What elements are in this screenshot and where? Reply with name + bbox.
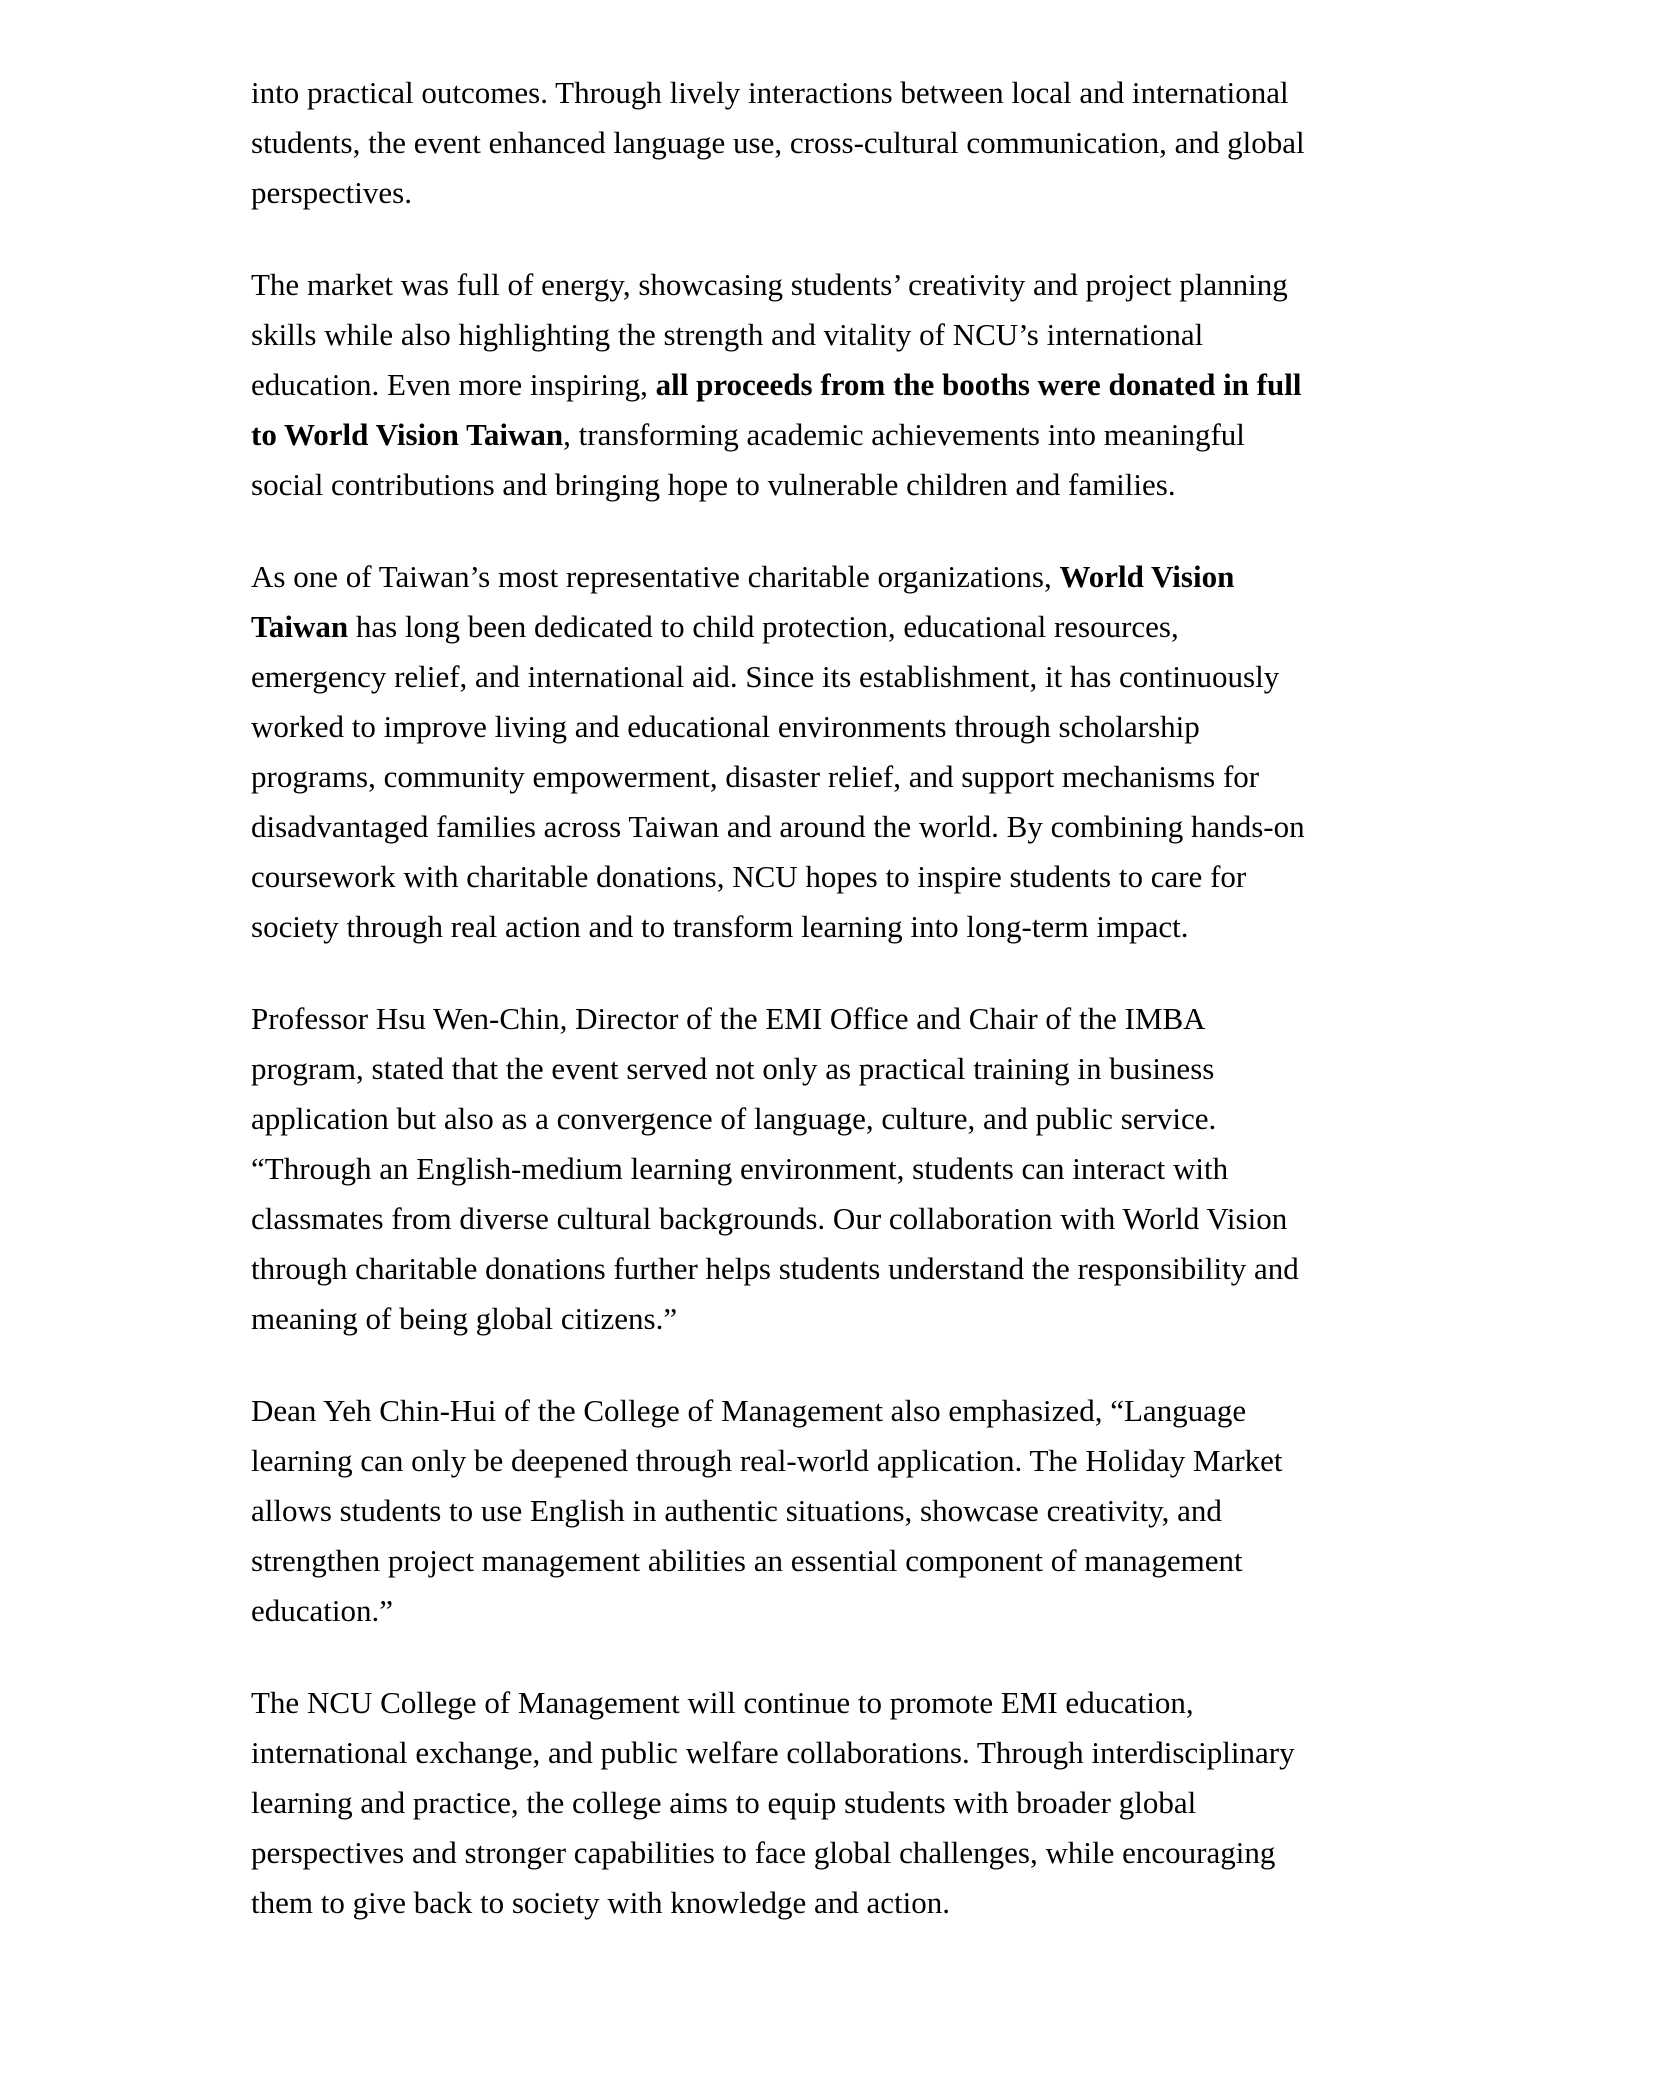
- text-line: [251, 702, 1411, 752]
- text-line: [251, 802, 1411, 852]
- text-run: perspectives and stronger capabilities to face global challenges, while encouraging: [251, 1835, 1276, 1870]
- text-run: disadvantaged families across Taiwan and around the world. By combining hands-on: [251, 809, 1305, 844]
- text-run: international exchange, and public welfare collaborations. Through interdisciplinary: [251, 1735, 1295, 1770]
- paragraph-5: [251, 1386, 1411, 1636]
- text-run: application but also as a convergence of language, culture, and public service.: [251, 1101, 1217, 1136]
- text-run: , transforming academic achievements into meaningful: [563, 417, 1245, 452]
- paragraph-2: [251, 260, 1411, 510]
- text-run: “Through an English-medium learning environment, students can interact with: [251, 1151, 1229, 1186]
- text-line: [251, 118, 1411, 168]
- text-line: [251, 68, 1411, 118]
- paragraph-6: [251, 1678, 1411, 1928]
- text-run: programs, community empowerment, disaster relief, and support mechanisms for: [251, 759, 1260, 794]
- text-run: The market was full of energy, showcasing students’ creativity and project planning: [251, 267, 1288, 302]
- text-line: [251, 260, 1411, 310]
- text-run: society through real action and to transform learning into long-term impact.: [251, 909, 1189, 944]
- text-line: [251, 1586, 1411, 1636]
- text-run: classmates from diverse cultural backgrounds. Our collaboration with World Vision: [251, 1201, 1288, 1236]
- text-run: perspectives.: [251, 175, 412, 210]
- text-run: worked to improve living and educational environments through scholarship: [251, 709, 1200, 744]
- text-line: [251, 1678, 1411, 1728]
- text-run-bold: World Vision: [1059, 559, 1235, 594]
- text-run: skills while also highlighting the strength and vitality of NCU’s international: [251, 317, 1204, 352]
- text-run: allows students to use English in authentic situations, showcase creativity, and: [251, 1493, 1222, 1528]
- text-run: program, stated that the event served not only as practical training in business: [251, 1051, 1215, 1086]
- text-line: [251, 1486, 1411, 1536]
- paragraph-1: [251, 68, 1411, 218]
- text-run: emergency relief, and international aid. Since its establishment, it has continuously: [251, 659, 1280, 694]
- text-line: [251, 652, 1411, 702]
- article-body: [251, 68, 1411, 1928]
- text-line: [251, 460, 1411, 510]
- text-run: Dean Yeh Chin-Hui of the College of Management also emphasized, “Language: [251, 1393, 1247, 1428]
- text-line: [251, 852, 1411, 902]
- text-line: [251, 1728, 1411, 1778]
- text-run-bold: to World Vision Taiwan: [251, 417, 564, 452]
- text-line: [251, 168, 1411, 218]
- text-run: The NCU College of Management will continue to promote EMI education,: [251, 1685, 1194, 1720]
- text-line: [251, 1778, 1411, 1828]
- text-run: social contributions and bringing hope to vulnerable children and families.: [251, 467, 1176, 502]
- text-line: [251, 602, 1411, 652]
- text-line: [251, 1044, 1411, 1094]
- text-line: [251, 752, 1411, 802]
- text-run: strengthen project management abilities an essential component of management: [251, 1543, 1243, 1578]
- text-run: education. Even more inspiring,: [251, 367, 656, 402]
- text-line: [251, 1244, 1411, 1294]
- text-run: meaning of being global citizens.”: [251, 1301, 678, 1336]
- text-line: [251, 1828, 1411, 1878]
- text-line: [251, 1536, 1411, 1586]
- text-line: [251, 1094, 1411, 1144]
- text-line: [251, 360, 1411, 410]
- text-line: [251, 552, 1411, 602]
- text-line: [251, 310, 1411, 360]
- text-line: [251, 410, 1411, 460]
- text-line: [251, 1436, 1411, 1486]
- text-line: [251, 994, 1411, 1044]
- text-run: has long been dedicated to child protection, educational resources,: [348, 609, 1179, 644]
- text-run: education.”: [251, 1593, 394, 1628]
- text-run-bold: all proceeds from the booths were donated in full: [655, 367, 1302, 402]
- text-run: Professor Hsu Wen-Chin, Director of the EMI Office and Chair of the IMBA: [251, 1001, 1206, 1036]
- text-line: [251, 1386, 1411, 1436]
- text-run-bold: Taiwan: [251, 609, 349, 644]
- text-run: coursework with charitable donations, NCU hopes to inspire students to care for: [251, 859, 1247, 894]
- text-run: As one of Taiwan’s most representative charitable organizations,: [251, 559, 1060, 594]
- text-run: learning can only be deepened through real-world application. The Holiday Market: [251, 1443, 1283, 1478]
- paragraph-4: [251, 994, 1411, 1344]
- text-line: [251, 1878, 1411, 1928]
- text-run: into practical outcomes. Through lively interactions between local and international: [251, 75, 1289, 110]
- text-line: [251, 902, 1411, 952]
- text-line: [251, 1144, 1411, 1194]
- paragraph-3: [251, 552, 1411, 952]
- text-run: through charitable donations further helps students understand the responsibility and: [251, 1251, 1299, 1286]
- text-run: students, the event enhanced language use, cross-cultural communication, and global: [251, 125, 1305, 160]
- text-line: [251, 1194, 1411, 1244]
- text-run: them to give back to society with knowledge and action.: [251, 1885, 951, 1920]
- text-line: [251, 1294, 1411, 1344]
- text-run: learning and practice, the college aims to equip students with broader global: [251, 1785, 1197, 1820]
